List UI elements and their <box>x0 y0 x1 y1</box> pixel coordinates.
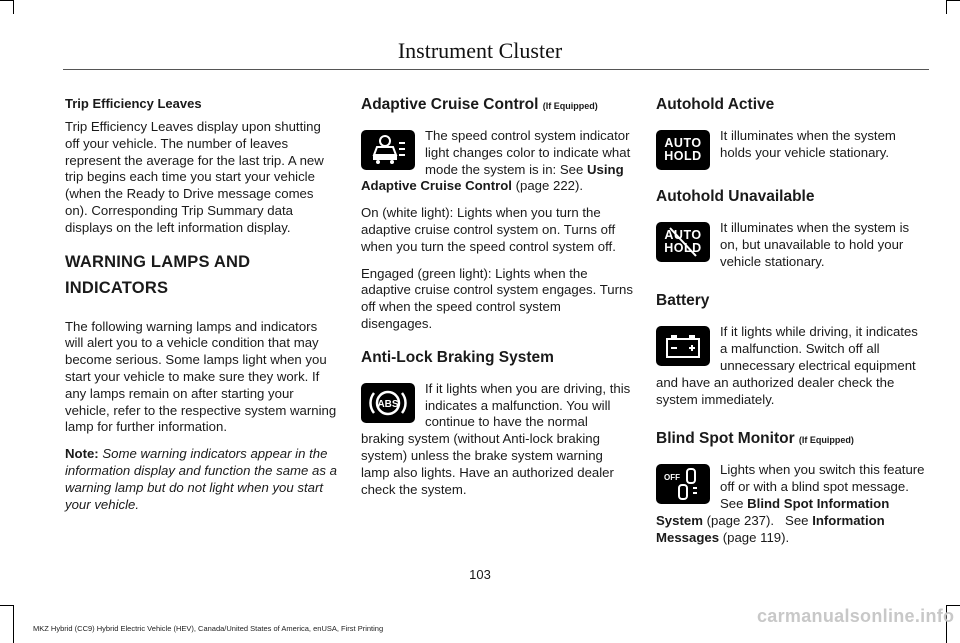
crop-mark <box>13 0 14 14</box>
warning-lamps-heading <box>65 249 337 301</box>
abs-icon <box>361 383 415 423</box>
information-messages-link[interactable]: Information Messages <box>656 512 885 545</box>
battery-icon <box>656 326 710 366</box>
autohold-unavailable-heading: Autohold Unavailable <box>656 188 815 205</box>
acc-section <box>361 128 633 205</box>
autohold-active-heading: Autohold Active <box>656 96 775 113</box>
blind-spot-page-1: (page 237). <box>706 512 775 528</box>
blind-spot-reference-link[interactable]: Blind Spot Information System <box>656 495 890 528</box>
battery-section <box>656 324 928 418</box>
crop-mark <box>946 0 960 1</box>
abs-heading: Anti-Lock Braking System <box>361 348 554 366</box>
autohold-active-icon <box>656 130 710 170</box>
page-number: 103 <box>469 567 491 582</box>
note-paragraph <box>65 446 337 513</box>
acc-heading: Adaptive Cruise Control <box>361 96 539 113</box>
watermark: carmanualsonline.info <box>757 606 955 626</box>
autohold-unavailable-section <box>656 220 928 280</box>
abs-section <box>361 381 633 509</box>
blind-spot-see: See <box>785 512 809 528</box>
autohold-icon-line-2: HOLD <box>664 149 702 163</box>
autohold-icon-line-1: AUTO <box>664 136 702 150</box>
crop-mark <box>0 605 14 606</box>
footer-text: MKZ Hybrid (CC9) Hybrid Electric Vehicle (HEV), Canada/United States of America, enUSA, First Printing <box>33 624 384 633</box>
note-text: Some warning indicators appear in the information display and function the same as a warning lamp but do not light when you start your vehicle. <box>65 446 337 512</box>
acc-engaged-text: Engaged (green light): Lights when the adaptive cruise control system engages. Turns off when the speed control system disengages. <box>361 265 633 331</box>
trip-efficiency-heading: Trip Efficiency Leaves <box>65 96 202 111</box>
warning-heading-line-1: WARNING LAMPS AND <box>65 252 251 271</box>
autohold-unavail-line-2: HOLD <box>664 241 702 255</box>
acc-equipped-note: (If Equipped) <box>542 101 598 111</box>
header-divider <box>63 69 929 70</box>
acc-on-text: On (white light): Lights when you turn the adaptive cruise control system on. Turns off when you turn the speed control system off. <box>361 205 616 254</box>
blind-spot-text-1: Lights when you switch this feature off or with a blind spot message. See <box>720 462 925 511</box>
acc-heading-row <box>361 96 633 114</box>
autohold-unavailable-icon <box>656 222 710 262</box>
note-label: Note: <box>65 446 99 462</box>
autohold-unavailable-text: It illuminates when the system is on, but unavailable to hold your vehicle stationary. <box>720 220 910 269</box>
autohold-active-text: It illuminates when the system holds your vehicle stationary. <box>720 128 896 160</box>
battery-heading: Battery <box>656 292 710 310</box>
crop-mark <box>946 0 947 14</box>
battery-text: If it lights while driving, it indicates a malfunction. Switch off all unnecessary electrical equipment and have an authorized dealer check the system immediately. <box>656 324 918 407</box>
column-2 <box>361 96 633 508</box>
warning-heading-line-2: INDICATORS <box>65 278 169 297</box>
crop-mark <box>0 0 14 1</box>
blind-spot-off-icon <box>656 464 710 504</box>
adaptive-cruise-icon <box>361 130 415 170</box>
column-1 <box>65 96 337 523</box>
acc-reference-link[interactable]: Using Adaptive Cruise Control <box>361 161 624 194</box>
autohold-active-section <box>656 128 928 174</box>
abs-text: If it lights when you are driving, this indicates a malfunction. You will continue to have the normal braking system (without Anti-lock braking system) unless the brake system warning lamp also lights. Have an authorized dealer check the system. <box>361 380 631 497</box>
page-title: Instrument Cluster <box>397 38 563 63</box>
trip-efficiency-text: Trip Efficiency Leaves display upon shutting off your vehicle. The number of leaves represent the average for the last trip. A new trip begins each time you start your vehicle (when the Ready to Drive message comes on). Corresponding Trip Summary data displays on the left information display. <box>65 119 324 235</box>
blind-spot-equipped-note: (If Equipped) <box>798 435 854 446</box>
acc-text-1: The speed control system indicator light changes color to indicate what mode the system is in: See <box>425 128 631 177</box>
column-3 <box>656 96 928 556</box>
blind-spot-heading: Blind Spot Monitor <box>656 430 795 448</box>
blind-spot-section <box>656 462 928 556</box>
autohold-unavail-line-1: AUTO <box>664 228 702 242</box>
acc-page: (page 222). <box>515 178 584 194</box>
abs-icon-label: ABS <box>377 398 399 410</box>
blind-spot-heading-row <box>656 430 928 448</box>
blind-spot-icon-label: OFF <box>664 473 680 483</box>
blind-spot-page-2: (page 119). <box>722 529 790 545</box>
warning-lamps-text: The following warning lamps and indicators will alert you to a vehicle condition that may become serious. Some lamps light when you start your vehicle to make sure they work. If any lamps remain on after starting your vehicle, refer to the respective system warning lamp for further information. <box>65 318 337 435</box>
crop-mark <box>13 605 14 643</box>
